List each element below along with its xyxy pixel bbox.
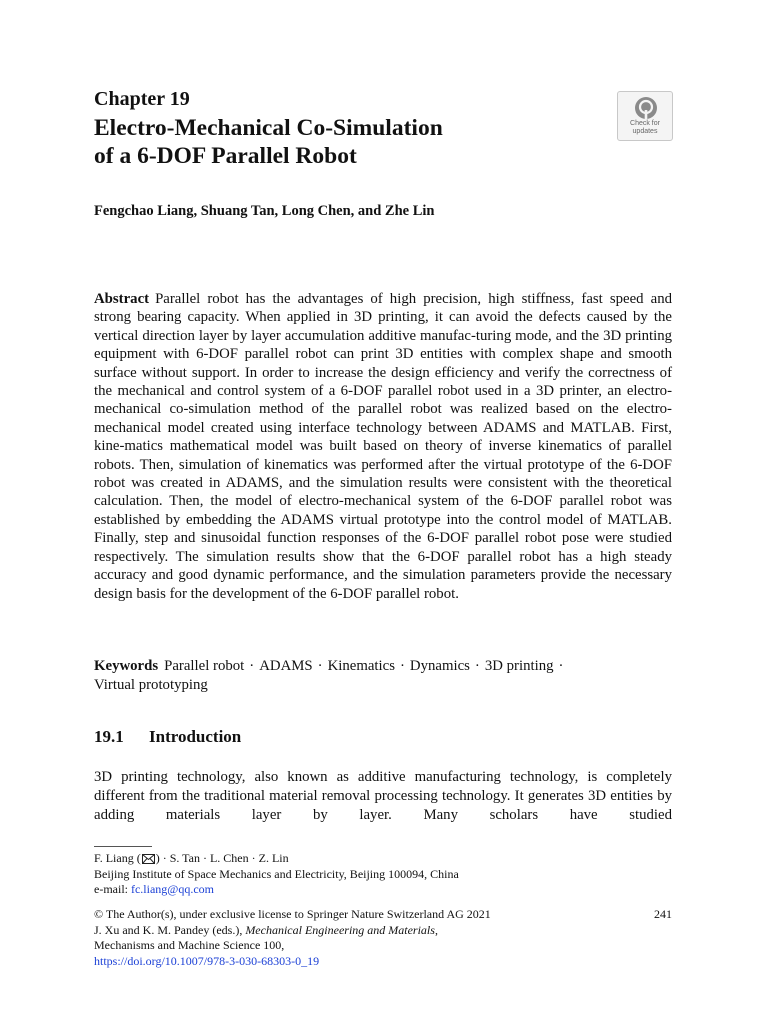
section-title: Introduction: [149, 727, 242, 746]
check-for-updates-badge[interactable]: [617, 91, 673, 141]
copyright-text: © The Author(s), under exclusive license to Springer Nature Switzerland AG 2021: [94, 907, 491, 921]
copyright-block: [94, 907, 672, 969]
keyword-separator: ·: [474, 658, 480, 674]
doi-link[interactable]: https://doi.org/10.1007/978-3-030-68303-0_19: [94, 953, 320, 968]
email-label: e-mail:: [94, 882, 131, 896]
chapter-title-line-1: Electro-Mechanical Co-Simulation: [94, 115, 443, 141]
footnote-authors: [94, 851, 459, 867]
abstract-text: Parallel robot has the advantages of high precision, high stiffness, fast speed and strong bearing capacity. When applied in 3D printing, it can avoid the defects caused by the vertical direction layer by layer accumulation additive manufac-turing mode, and the 3D printing equipment with 6-DOF parallel robot can print 3D entities with complex shape and smooth surface without support. In order to increase the design efficiency and verify the correctness of the mechanical and control system of a 6-DOF parallel robot used in a 3D printer, an electro-mechanical co-simulation method of the parallel robot was realized based on the electro-mechanical model created using interface technology between ADAMS and MATLAB. First, kine-matics mathematical model was built based on theory of inverse kinematics of parallel robots. Then, simulation of kinematics was performed after the virtual prototype of the 6-DOF robot was created in ADAMS, and the simulation results were consistent with the theoretical calculation. Then, the model of electro-mechanical system of the 6-DOF parallel robot was established by embedding the ADAMS virtual prototype into the control model of MATLAB. Finally, step and sinusoidal function responses of the 6-DOF parallel robot pose were studied respectively. The simulation results show that the 6-DOF parallel robot has a high steady accuracy and good dynamic performance, and the simulation parameters provide the necessary design basis for the development of the 6-DOF parallel robot.: [94, 291, 672, 602]
keyword-separator: ·: [558, 658, 564, 674]
badge-text-line-1: Check for: [630, 120, 660, 127]
book-title: Mechanical Engineering and Materials: [245, 922, 435, 937]
author-list: Fengchao Liang, Shuang Tan, Long Chen, and Zhe Lin: [94, 203, 435, 219]
abstract-label: Abstract: [94, 291, 150, 307]
chapter-title-line-2: of a 6-DOF Parallel Robot: [94, 143, 357, 169]
keywords-label: Keywords: [94, 658, 159, 674]
footnote-author-rest: ) · S. Tan · L. Chen · Z. Lin: [155, 851, 289, 865]
keyword-separator: ·: [249, 658, 255, 674]
keyword-item: 3D printing: [484, 658, 554, 674]
copyright-line: [94, 907, 672, 923]
editors: J. Xu and K. M. Pandey (eds.),: [94, 922, 246, 937]
badge-text: [618, 120, 672, 136]
section-heading: [94, 727, 241, 747]
series-line: Mechanisms and Machine Science 100,: [94, 938, 285, 952]
intro-paragraph: 3D printing technology, also known as additive manufacturing technology, is completely different from the traditional material removal processing technology. It generates 3D entities by adding materials layer by layer. Many scholars have studied: [94, 769, 672, 823]
author-footnote: [94, 851, 459, 898]
citation-line: [94, 923, 672, 939]
envelope-icon: [142, 854, 155, 864]
keyword-separator: ·: [317, 658, 323, 674]
check-for-updates-icon: [634, 96, 658, 120]
footnote-divider: [94, 846, 152, 847]
chapter-title: [94, 114, 443, 170]
keyword-item: Kinematics: [327, 658, 395, 674]
chapter-label: Chapter 19: [94, 88, 190, 110]
keyword-separator: ·: [399, 658, 405, 674]
abstract: [94, 290, 672, 603]
footnote-email-line: [94, 882, 459, 898]
footnote-affiliation: Beijing Institute of Space Mechanics and Electricity, Beijing 100094, China: [94, 866, 459, 881]
section-number: 19.1: [94, 727, 124, 746]
citation-comma: ,: [434, 922, 438, 937]
keywords: [94, 657, 672, 695]
footnote-author-first: F. Liang (: [94, 851, 141, 865]
keyword-item: ADAMS: [259, 658, 313, 674]
keyword-item: Virtual prototyping: [94, 677, 208, 693]
badge-text-line-2: updates: [632, 128, 658, 135]
keyword-item: Dynamics: [409, 658, 470, 674]
page-number: 241: [654, 907, 672, 921]
keyword-item: Parallel robot: [164, 658, 245, 674]
email-link[interactable]: fc.liang@qq.com: [130, 882, 215, 896]
